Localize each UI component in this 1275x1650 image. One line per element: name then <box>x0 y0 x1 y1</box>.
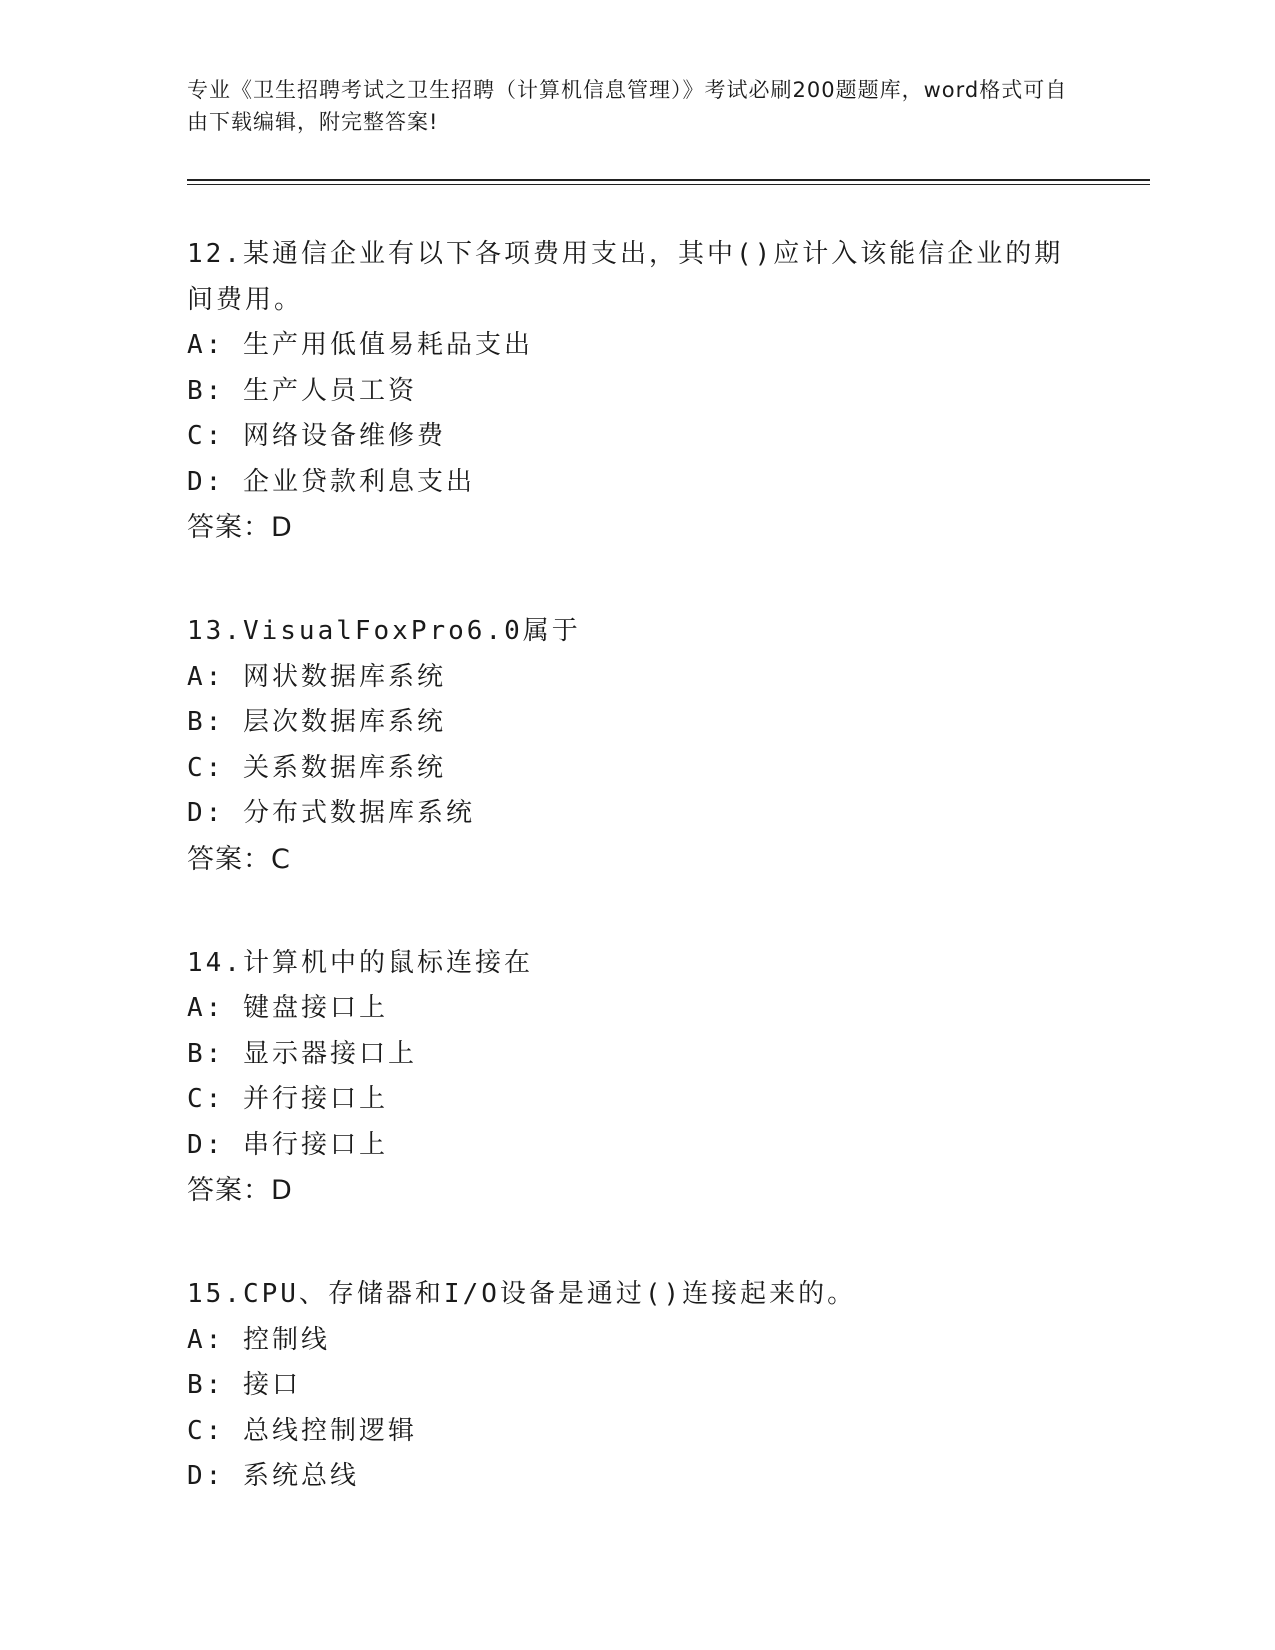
option-a: A: 键盘接口上 <box>187 993 388 1023</box>
question-13 <box>187 609 1087 883</box>
option-c: C: 总线控制逻辑 <box>187 1415 417 1446</box>
question-12 <box>187 232 1087 551</box>
option-d: D: 系统总线 <box>187 1461 359 1491</box>
question-stem: 15.CPU、存储器和I/O设备是通过()连接起来的。 <box>187 1279 857 1309</box>
question-stem: 13.VisualFoxPro6.0属于 <box>187 616 581 646</box>
question-stem: 12.某通信企业有以下各项费用支出，其中()应计入该能信企业的期间费用。 <box>187 239 1064 315</box>
answer-line: 答案：D <box>187 512 293 543</box>
option-d: D: 串行接口上 <box>187 1129 388 1160</box>
header-double-rule <box>187 179 1150 185</box>
option-a: A: 控制线 <box>187 1324 330 1355</box>
question-stem: 14.计算机中的鼠标连接在 <box>187 947 533 978</box>
option-b: B: 生产人员工资 <box>187 375 417 406</box>
question-14 <box>187 941 1087 1215</box>
answer-line: 答案：C <box>187 843 291 875</box>
option-b: B: 接口 <box>187 1370 301 1400</box>
option-b: B: 层次数据库系统 <box>187 707 446 737</box>
option-a: A: 生产用低值易耗品支出 <box>187 330 533 360</box>
option-c: C: 网络设备维修费 <box>187 421 446 451</box>
option-c: C: 并行接口上 <box>187 1084 388 1114</box>
option-a: A: 网状数据库系统 <box>187 661 446 692</box>
document-header <box>187 74 1087 138</box>
option-d: D: 企业贷款利息支出 <box>187 466 475 497</box>
document-title: 专业《卫生招聘考试之卫生招聘（计算机信息管理）》考试必刷200题题库，word格式可自由下载编辑，附完整答案! <box>187 78 1068 134</box>
option-b: B: 显示器接口上 <box>187 1038 417 1069</box>
question-list <box>187 232 1087 1558</box>
option-d: D: 分布式数据库系统 <box>187 798 475 828</box>
option-c: C: 关系数据库系统 <box>187 752 446 783</box>
answer-line: 答案：D <box>187 1175 293 1206</box>
question-15 <box>187 1272 1087 1500</box>
